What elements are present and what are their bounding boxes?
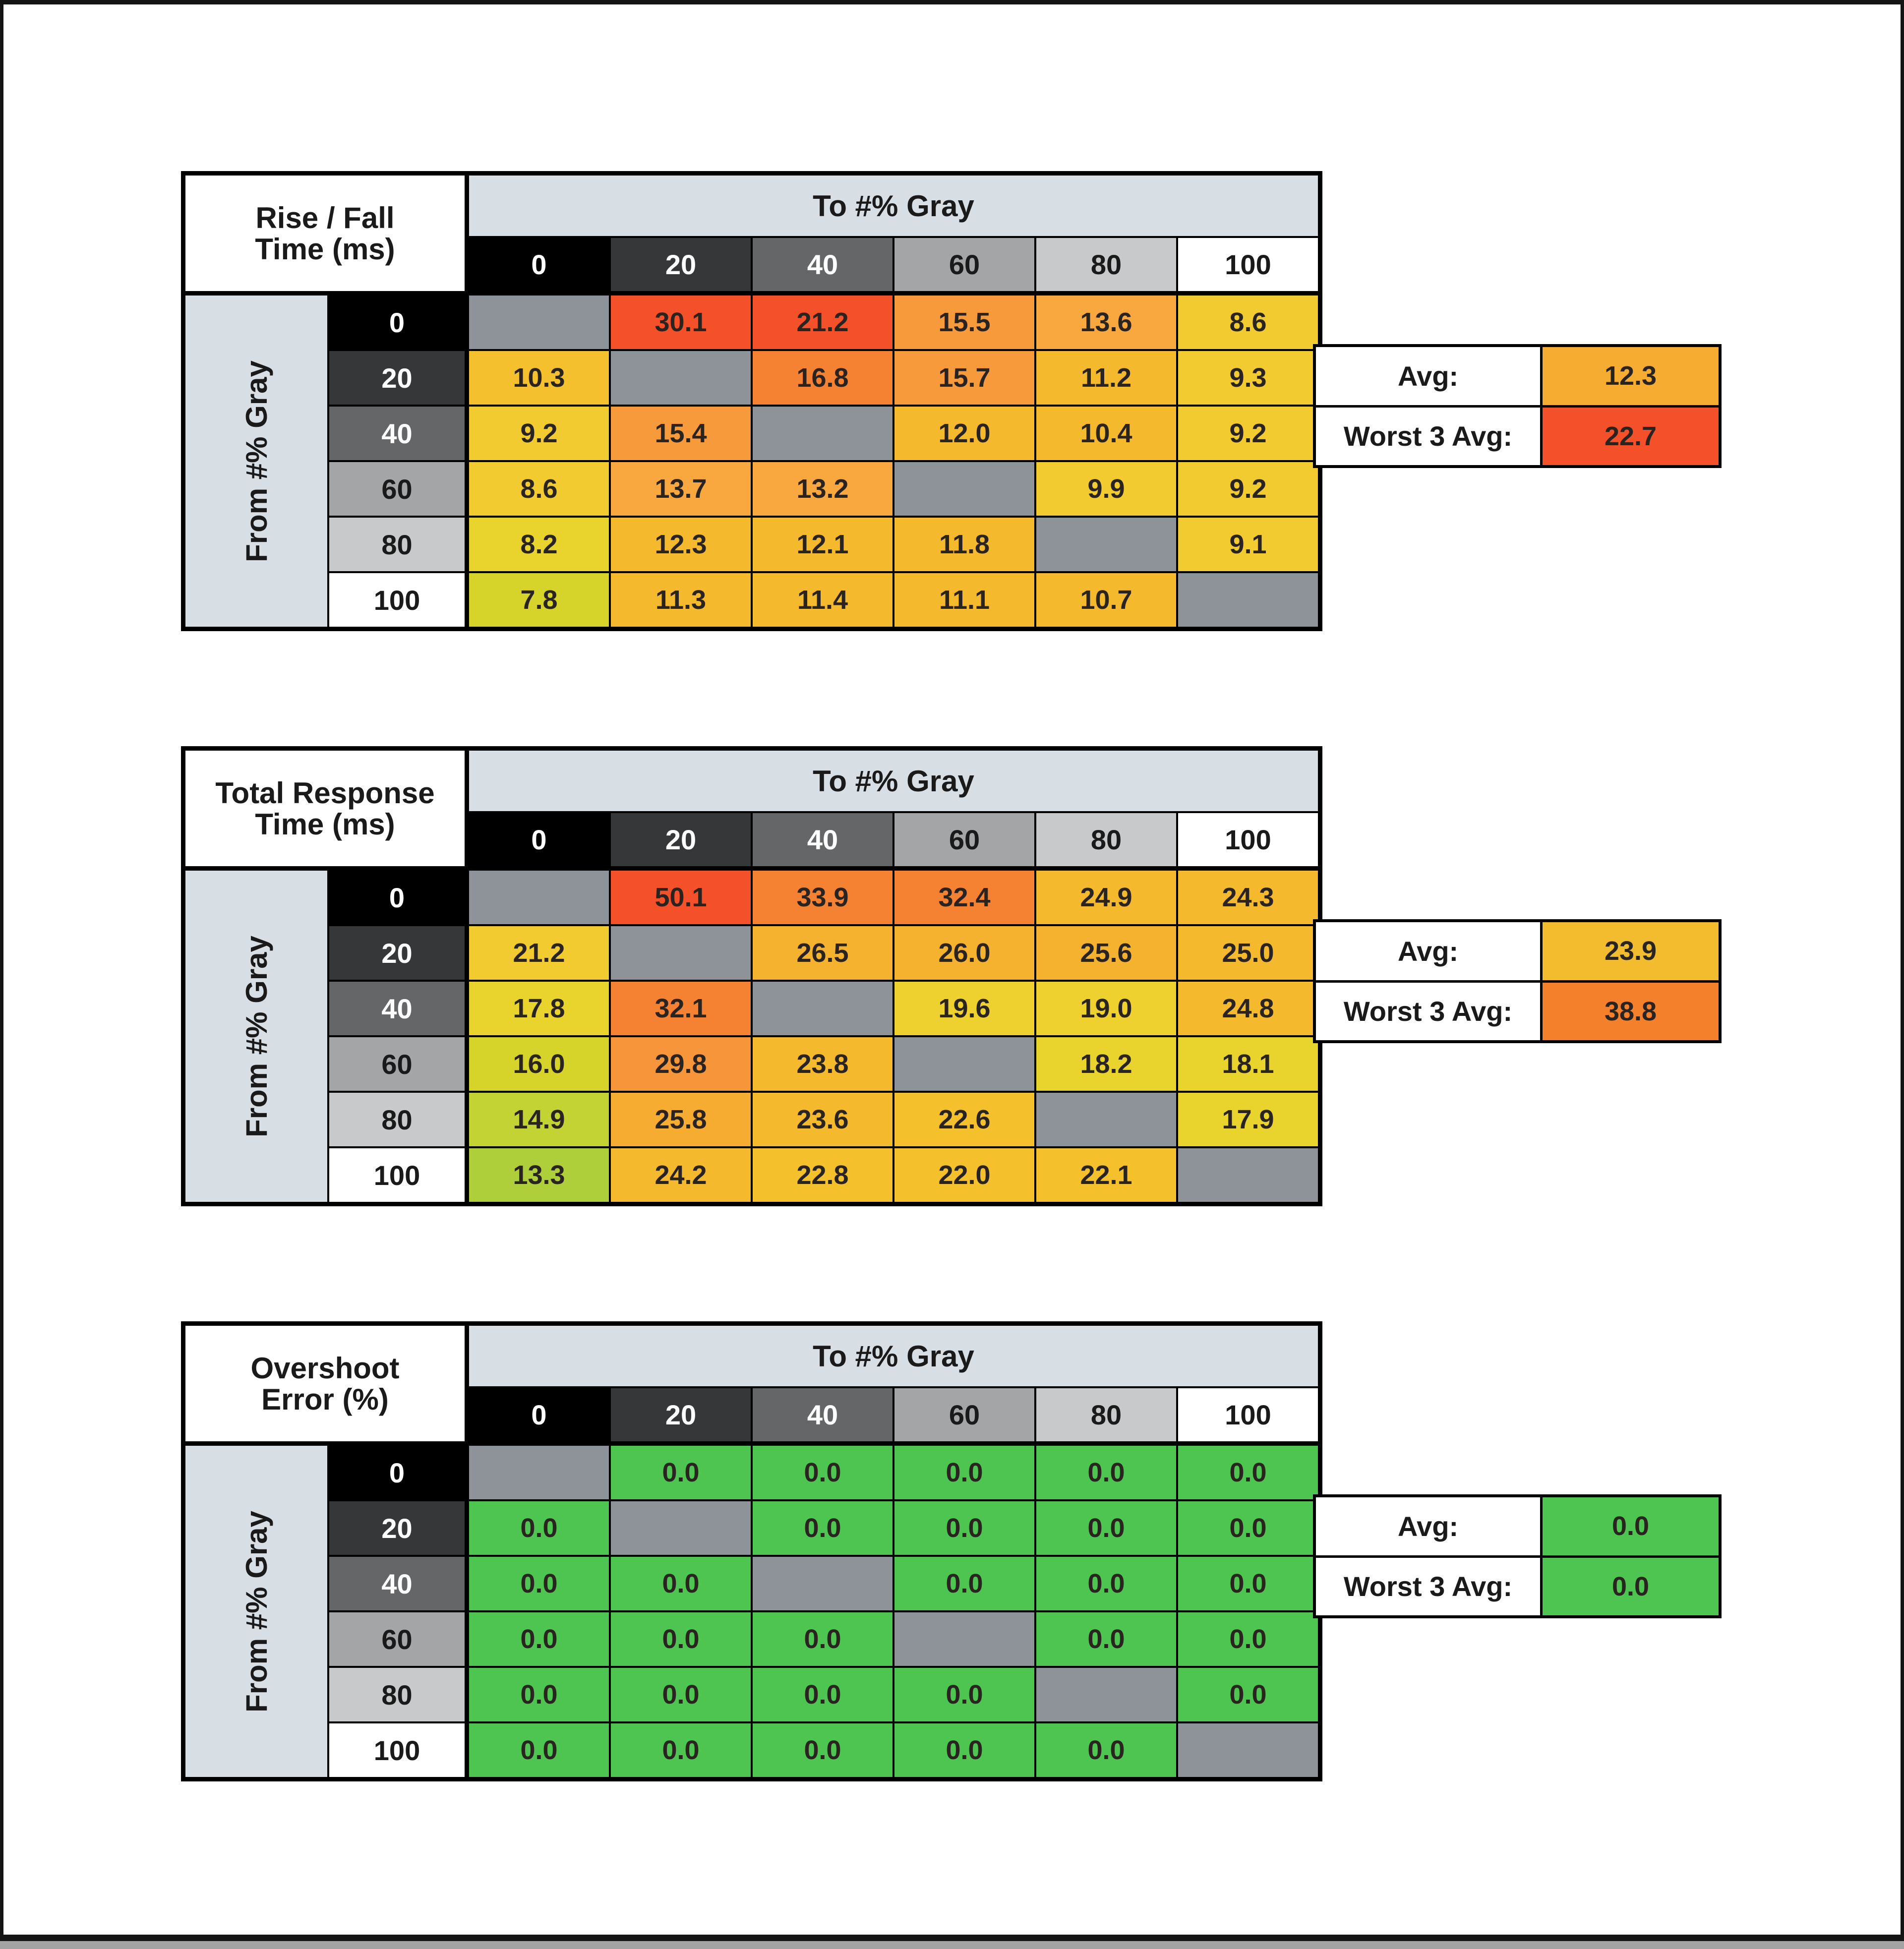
col-header-100: 100 — [1178, 1388, 1318, 1444]
row-header-100: 100 — [329, 573, 467, 627]
value-cell: 0.0 — [611, 1723, 751, 1777]
worst-3-avg-value: 0.0 — [1543, 1558, 1719, 1616]
value-cell: 12.3 — [611, 518, 751, 571]
col-header-80: 80 — [1036, 238, 1176, 294]
value-cell: 9.3 — [1178, 351, 1318, 405]
value-cell: 0.0 — [611, 1612, 751, 1666]
blank-diagonal-cell — [894, 1037, 1034, 1091]
col-header-0: 0 — [469, 238, 609, 294]
row-header-60: 60 — [329, 1612, 467, 1666]
value-cell: 0.0 — [1178, 1612, 1318, 1666]
row-header-80: 80 — [329, 518, 467, 571]
value-cell: 0.0 — [469, 1501, 609, 1555]
avg-value: 12.3 — [1543, 347, 1719, 405]
frame-border-top — [0, 0, 1904, 4]
worst-3-avg-value: 38.8 — [1543, 983, 1719, 1041]
value-cell: 0.0 — [753, 1446, 892, 1499]
value-cell: 0.0 — [611, 1668, 751, 1721]
frame-border-right — [1901, 0, 1904, 1941]
value-cell: 24.8 — [1178, 982, 1318, 1035]
row-header-0: 0 — [329, 871, 467, 924]
table-title-line1: Rise / Fall — [255, 201, 395, 235]
value-cell: 29.8 — [611, 1037, 751, 1091]
value-cell: 26.5 — [753, 926, 892, 980]
col-header-60: 60 — [894, 1388, 1034, 1444]
avg-value: 0.0 — [1543, 1497, 1719, 1555]
blank-diagonal-cell — [753, 1557, 892, 1610]
blank-diagonal-cell — [611, 926, 751, 980]
value-cell: 32.1 — [611, 982, 751, 1035]
value-cell: 11.3 — [611, 573, 751, 627]
rise-fall-summary-box — [1313, 344, 1722, 468]
worst-3-avg-label: Worst 3 Avg: — [1316, 408, 1540, 466]
value-cell: 24.3 — [1178, 871, 1318, 924]
total-response-summary-box — [1313, 919, 1722, 1043]
value-cell: 0.0 — [469, 1612, 609, 1666]
col-header-100: 100 — [1178, 813, 1318, 869]
frame-shadow-strip — [0, 1941, 1904, 1949]
avg-value: 23.9 — [1543, 922, 1719, 980]
blank-diagonal-cell — [611, 351, 751, 405]
value-cell: 9.1 — [1178, 518, 1318, 571]
value-cell: 0.0 — [1178, 1557, 1318, 1610]
row-header-40: 40 — [329, 1557, 467, 1610]
col-header-80: 80 — [1036, 1388, 1176, 1444]
worst-3-avg-label: Worst 3 Avg: — [1316, 1558, 1540, 1616]
value-cell: 13.3 — [469, 1148, 609, 1202]
value-cell: 12.0 — [894, 407, 1034, 460]
value-cell: 22.1 — [1036, 1148, 1176, 1202]
value-cell: 24.2 — [611, 1148, 751, 1202]
blank-diagonal-cell — [1036, 518, 1176, 571]
value-cell: 19.6 — [894, 982, 1034, 1035]
value-cell: 10.4 — [1036, 407, 1176, 460]
value-cell: 0.0 — [469, 1557, 609, 1610]
value-cell: 11.2 — [1036, 351, 1176, 405]
row-header-0: 0 — [329, 1446, 467, 1499]
value-cell: 25.8 — [611, 1093, 751, 1146]
table-title-line2: Error (%) — [261, 1382, 389, 1416]
value-cell: 9.2 — [1178, 462, 1318, 516]
value-cell: 25.0 — [1178, 926, 1318, 980]
col-header-20: 20 — [611, 238, 751, 294]
row-header-80: 80 — [329, 1668, 467, 1721]
from-gray-label: From #% Gray — [239, 935, 273, 1137]
value-cell: 9.2 — [469, 407, 609, 460]
col-header-40: 40 — [753, 1388, 892, 1444]
value-cell: 0.0 — [1036, 1501, 1176, 1555]
value-cell: 23.6 — [753, 1093, 892, 1146]
value-cell: 0.0 — [611, 1557, 751, 1610]
from-gray-label: From #% Gray — [239, 1510, 273, 1713]
value-cell: 32.4 — [894, 871, 1034, 924]
value-cell: 8.2 — [469, 518, 609, 571]
to-gray-header: To #% Gray — [469, 1326, 1318, 1386]
value-cell: 13.7 — [611, 462, 751, 516]
value-cell: 0.0 — [1036, 1723, 1176, 1777]
value-cell: 12.1 — [753, 518, 892, 571]
value-cell: 19.0 — [1036, 982, 1176, 1035]
blank-diagonal-cell — [753, 407, 892, 460]
frame-border-bottom — [0, 1935, 1904, 1941]
value-cell: 0.0 — [894, 1501, 1034, 1555]
blank-diagonal-cell — [753, 982, 892, 1035]
row-header-0: 0 — [329, 295, 467, 349]
to-gray-header: To #% Gray — [469, 751, 1318, 811]
value-cell: 0.0 — [894, 1557, 1034, 1610]
row-header-100: 100 — [329, 1723, 467, 1777]
value-cell: 15.5 — [894, 295, 1034, 349]
col-header-40: 40 — [753, 238, 892, 294]
col-header-80: 80 — [1036, 813, 1176, 869]
col-header-40: 40 — [753, 813, 892, 869]
blank-diagonal-cell — [1178, 1723, 1318, 1777]
frame-border-left — [0, 0, 3, 1941]
col-header-100: 100 — [1178, 238, 1318, 294]
value-cell: 50.1 — [611, 871, 751, 924]
value-cell: 9.9 — [1036, 462, 1176, 516]
value-cell: 17.8 — [469, 982, 609, 1035]
value-cell: 11.8 — [894, 518, 1034, 571]
avg-label: Avg: — [1316, 347, 1540, 405]
blank-diagonal-cell — [1036, 1093, 1176, 1146]
blank-diagonal-cell — [1036, 1668, 1176, 1721]
value-cell: 0.0 — [753, 1668, 892, 1721]
row-header-80: 80 — [329, 1093, 467, 1146]
row-header-60: 60 — [329, 1037, 467, 1091]
blank-diagonal-cell — [611, 1501, 751, 1555]
value-cell: 22.8 — [753, 1148, 892, 1202]
value-cell: 0.0 — [894, 1723, 1034, 1777]
value-cell: 14.9 — [469, 1093, 609, 1146]
value-cell: 30.1 — [611, 295, 751, 349]
value-cell: 24.9 — [1036, 871, 1176, 924]
table-title — [185, 176, 467, 294]
value-cell: 0.0 — [1178, 1446, 1318, 1499]
blank-diagonal-cell — [469, 1446, 609, 1499]
value-cell: 10.3 — [469, 351, 609, 405]
col-header-60: 60 — [894, 813, 1034, 869]
value-cell: 0.0 — [894, 1668, 1034, 1721]
value-cell: 13.2 — [753, 462, 892, 516]
avg-label: Avg: — [1316, 1497, 1540, 1555]
value-cell: 17.9 — [1178, 1093, 1318, 1146]
blank-diagonal-cell — [469, 871, 609, 924]
value-cell: 25.6 — [1036, 926, 1176, 980]
from-gray-header — [185, 871, 327, 1202]
row-header-100: 100 — [329, 1148, 467, 1202]
value-cell: 9.2 — [1178, 407, 1318, 460]
from-gray-label: From #% Gray — [239, 360, 273, 562]
value-cell: 0.0 — [753, 1723, 892, 1777]
col-header-0: 0 — [469, 1388, 609, 1444]
blank-diagonal-cell — [894, 462, 1034, 516]
value-cell: 0.0 — [1036, 1557, 1176, 1610]
value-cell: 0.0 — [469, 1723, 609, 1777]
col-header-20: 20 — [611, 813, 751, 869]
value-cell: 15.4 — [611, 407, 751, 460]
value-cell: 0.0 — [1178, 1501, 1318, 1555]
value-cell: 21.2 — [469, 926, 609, 980]
worst-3-avg-value: 22.7 — [1543, 408, 1719, 466]
overshoot-summary-box — [1313, 1494, 1722, 1618]
table-title — [185, 1326, 467, 1444]
value-cell: 18.1 — [1178, 1037, 1318, 1091]
table-title-line1: Total Response — [215, 776, 435, 810]
value-cell: 15.7 — [894, 351, 1034, 405]
value-cell: 18.2 — [1036, 1037, 1176, 1091]
value-cell: 26.0 — [894, 926, 1034, 980]
to-gray-header: To #% Gray — [469, 176, 1318, 236]
value-cell: 10.7 — [1036, 573, 1176, 627]
total-response-time-table — [181, 746, 1322, 1206]
blank-diagonal-cell — [1178, 1148, 1318, 1202]
value-cell: 11.1 — [894, 573, 1034, 627]
value-cell: 11.4 — [753, 573, 892, 627]
col-header-0: 0 — [469, 813, 609, 869]
from-gray-header — [185, 295, 327, 627]
row-header-40: 40 — [329, 982, 467, 1035]
blank-diagonal-cell — [894, 1612, 1034, 1666]
row-header-20: 20 — [329, 351, 467, 405]
avg-label: Avg: — [1316, 922, 1540, 980]
value-cell: 8.6 — [1178, 295, 1318, 349]
value-cell: 0.0 — [894, 1446, 1034, 1499]
row-header-20: 20 — [329, 1501, 467, 1555]
value-cell: 8.6 — [469, 462, 609, 516]
overshoot-error-table — [181, 1321, 1322, 1781]
value-cell: 21.2 — [753, 295, 892, 349]
rise-fall-time-table — [181, 171, 1322, 631]
table-title-line2: Time (ms) — [255, 807, 395, 841]
worst-3-avg-label: Worst 3 Avg: — [1316, 983, 1540, 1041]
value-cell: 16.0 — [469, 1037, 609, 1091]
value-cell: 0.0 — [753, 1501, 892, 1555]
table-title-line2: Time (ms) — [255, 232, 395, 266]
col-header-60: 60 — [894, 238, 1034, 294]
value-cell: 13.6 — [1036, 295, 1176, 349]
col-header-20: 20 — [611, 1388, 751, 1444]
value-cell: 22.0 — [894, 1148, 1034, 1202]
value-cell: 22.6 — [894, 1093, 1034, 1146]
value-cell: 16.8 — [753, 351, 892, 405]
value-cell: 0.0 — [1178, 1668, 1318, 1721]
value-cell: 23.8 — [753, 1037, 892, 1091]
value-cell: 0.0 — [1036, 1612, 1176, 1666]
table-title — [185, 751, 467, 869]
table-title-line1: Overshoot — [250, 1351, 400, 1385]
value-cell: 7.8 — [469, 573, 609, 627]
row-header-60: 60 — [329, 462, 467, 516]
value-cell: 33.9 — [753, 871, 892, 924]
value-cell: 0.0 — [753, 1612, 892, 1666]
blank-diagonal-cell — [469, 295, 609, 349]
row-header-20: 20 — [329, 926, 467, 980]
blank-diagonal-cell — [1178, 573, 1318, 627]
from-gray-header — [185, 1446, 327, 1777]
value-cell: 0.0 — [469, 1668, 609, 1721]
value-cell: 0.0 — [611, 1446, 751, 1499]
row-header-40: 40 — [329, 407, 467, 460]
value-cell: 0.0 — [1036, 1446, 1176, 1499]
